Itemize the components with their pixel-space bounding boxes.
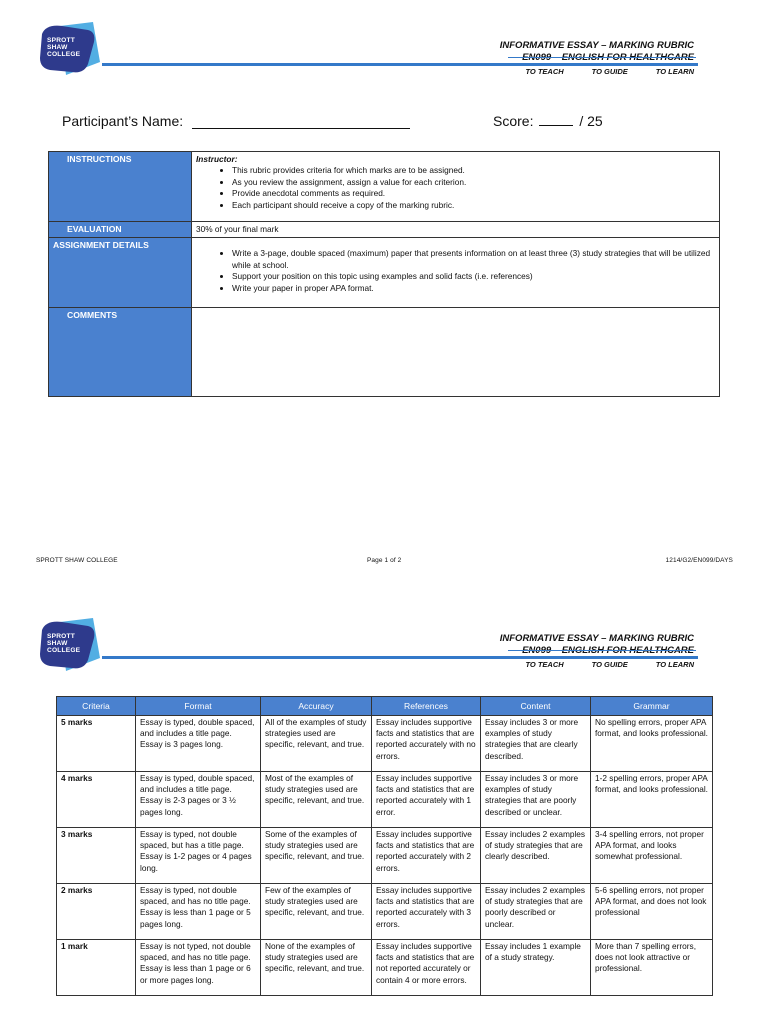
table-cell: Essay is typed, not double spaced, and has no title page. Essay is less than 1 page or 5 pages long. bbox=[136, 884, 261, 940]
comments-label: COMMENTS bbox=[49, 308, 192, 397]
score-total: / 25 bbox=[579, 113, 603, 129]
instructions-label: INSTRUCTIONS bbox=[49, 152, 192, 222]
page-break bbox=[0, 574, 768, 602]
table-row bbox=[57, 828, 713, 884]
table-cell: All of the examples of study strategies used are specific, relevant, and true. bbox=[261, 716, 372, 772]
score-label: Score: bbox=[493, 113, 534, 129]
table-cell: Essay includes 2 examples of study strategies that are clearly described. bbox=[481, 828, 591, 884]
column-header: Content bbox=[481, 697, 591, 716]
rubric-header-row bbox=[57, 697, 713, 716]
header-tagline: TO TEACH TO GUIDE TO LEARN bbox=[525, 67, 694, 76]
criteria-cell: 3 marks bbox=[57, 828, 136, 884]
list-item: • As you review the assignment, assign a value for each criterion. bbox=[232, 177, 715, 189]
table-cell: Most of the examples of study strategies used are specific, relevant, and true. bbox=[261, 772, 372, 828]
comments-field[interactable] bbox=[192, 308, 720, 397]
table-row bbox=[57, 716, 713, 772]
table-cell: 3-4 spelling errors, not proper APA format, and looks somewhat professional. bbox=[591, 828, 713, 884]
table-cell: Essay includes supportive facts and statistics that are not reported accurately or contain 4 or more errors. bbox=[372, 940, 481, 996]
table-cell: Essay includes 2 examples of study strategies that are poorly described or unclear. bbox=[481, 884, 591, 940]
header-title: INFORMATIVE ESSAY – MARKING RUBRIC bbox=[499, 40, 694, 51]
header-underline bbox=[508, 57, 696, 58]
list-item: • Each participant should receive a copy of the marking rubric. bbox=[232, 200, 715, 212]
instructions-cell bbox=[192, 152, 720, 222]
criteria-cell: 5 marks bbox=[57, 716, 136, 772]
logo-text: SPROTT SHAW COLLEGE bbox=[47, 633, 81, 654]
table-cell: Essay includes 1 example of a study strategy. bbox=[481, 940, 591, 996]
table-cell: Essay includes supportive facts and statistics that are reported accurately with 3 errors. bbox=[372, 884, 481, 940]
criteria-cell: 1 mark bbox=[57, 940, 136, 996]
table-row bbox=[57, 940, 713, 996]
header-title: INFORMATIVE ESSAY – MARKING RUBRIC bbox=[499, 633, 694, 644]
header-underline bbox=[508, 650, 696, 651]
assignment-details-label: ASSIGNMENT DETAILS bbox=[49, 238, 192, 308]
column-header: Format bbox=[136, 697, 261, 716]
evaluation-label: EVALUATION bbox=[49, 222, 192, 238]
table-row bbox=[57, 772, 713, 828]
participant-name-field[interactable] bbox=[192, 128, 410, 129]
table-cell: Essay includes supportive facts and statistics that are reported accurately with 1 error. bbox=[372, 772, 481, 828]
column-header: Criteria bbox=[57, 697, 136, 716]
table-cell: Essay is typed, not double spaced, but has a title page. Essay is 1-2 pages or 4 pages long. bbox=[136, 828, 261, 884]
column-header: Grammar bbox=[591, 697, 713, 716]
column-header: Accuracy bbox=[261, 697, 372, 716]
evaluation-value: 30% of your final mark bbox=[192, 222, 720, 238]
table-cell: None of the examples of study strategies used are specific, relevant, and true. bbox=[261, 940, 372, 996]
instructions-list bbox=[196, 165, 715, 211]
header-rule bbox=[102, 63, 698, 66]
instructions-table bbox=[48, 151, 720, 397]
table-cell: No spelling errors, proper APA format, and looks professional. bbox=[591, 716, 713, 772]
table-cell: Essay includes 3 or more examples of study strategies that are poorly described or unclear. bbox=[481, 772, 591, 828]
footer-page-number: Page 1 of 2 bbox=[367, 557, 402, 564]
table-cell: 1-2 spelling errors, proper APA format, and looks professional. bbox=[591, 772, 713, 828]
footer-right: 1214/G2/EN099/DAYS bbox=[665, 557, 733, 564]
table-cell: Essay is typed, double spaced, and includes a title page. Essay is 2-3 pages or 3 ½ pages long. bbox=[136, 772, 261, 828]
table-cell: Essay includes supportive facts and statistics that are reported accurately with 2 errors. bbox=[372, 828, 481, 884]
list-item: • Provide anecdotal comments as required. bbox=[232, 188, 715, 200]
list-item: • Write a 3-page, double spaced (maximum) paper that presents information on at least three (3) study strategies that will be utilized while at school. bbox=[232, 248, 715, 271]
table-cell: Essay includes 3 or more examples of study strategies that are clearly described. bbox=[481, 716, 591, 772]
footer-left: SPROTT SHAW COLLEGE bbox=[36, 557, 118, 564]
table-row bbox=[57, 884, 713, 940]
table-cell: Essay is typed, double spaced, and includes a title page. Essay is 3 pages long. bbox=[136, 716, 261, 772]
score-row bbox=[493, 113, 603, 129]
page-2 bbox=[0, 604, 768, 1024]
criteria-cell: 2 marks bbox=[57, 884, 136, 940]
column-header: References bbox=[372, 697, 481, 716]
participant-name-label: Participant’s Name: bbox=[62, 113, 184, 129]
list-item: • Support your position on this topic using examples and solid facts (i.e. references) bbox=[232, 271, 715, 283]
list-item: • This rubric provides criteria for which marks are to be assigned. bbox=[232, 165, 715, 177]
logo-text: SPROTT SHAW COLLEGE bbox=[47, 37, 81, 58]
assignment-details-cell bbox=[192, 238, 720, 308]
table-cell: Essay includes supportive facts and statistics that are reported accurately with no errors. bbox=[372, 716, 481, 772]
list-item: • Write your paper in proper APA format. bbox=[232, 283, 715, 295]
criteria-cell: 4 marks bbox=[57, 772, 136, 828]
table-cell: 5-6 spelling errors, not proper APA format, and does not look professional bbox=[591, 884, 713, 940]
instructor-title: Instructor: bbox=[196, 154, 238, 164]
header-rule bbox=[102, 656, 698, 659]
table-cell: Some of the examples of study strategies used are specific, relevant, and true. bbox=[261, 828, 372, 884]
table-cell: Few of the examples of study strategies used are specific, relevant, and true. bbox=[261, 884, 372, 940]
assignment-list bbox=[196, 248, 715, 294]
score-field[interactable] bbox=[539, 113, 573, 126]
marking-rubric-table bbox=[56, 696, 713, 996]
table-cell: Essay is not typed, not double spaced, and has no title page. Essay is less than 1 page or 6 or more pages long. bbox=[136, 940, 261, 996]
college-logo bbox=[38, 20, 102, 80]
table-cell: More than 7 spelling errors, does not look attractive or professional. bbox=[591, 940, 713, 996]
header-tagline: TO TEACH TO GUIDE TO LEARN bbox=[525, 660, 694, 669]
college-logo bbox=[38, 616, 102, 676]
